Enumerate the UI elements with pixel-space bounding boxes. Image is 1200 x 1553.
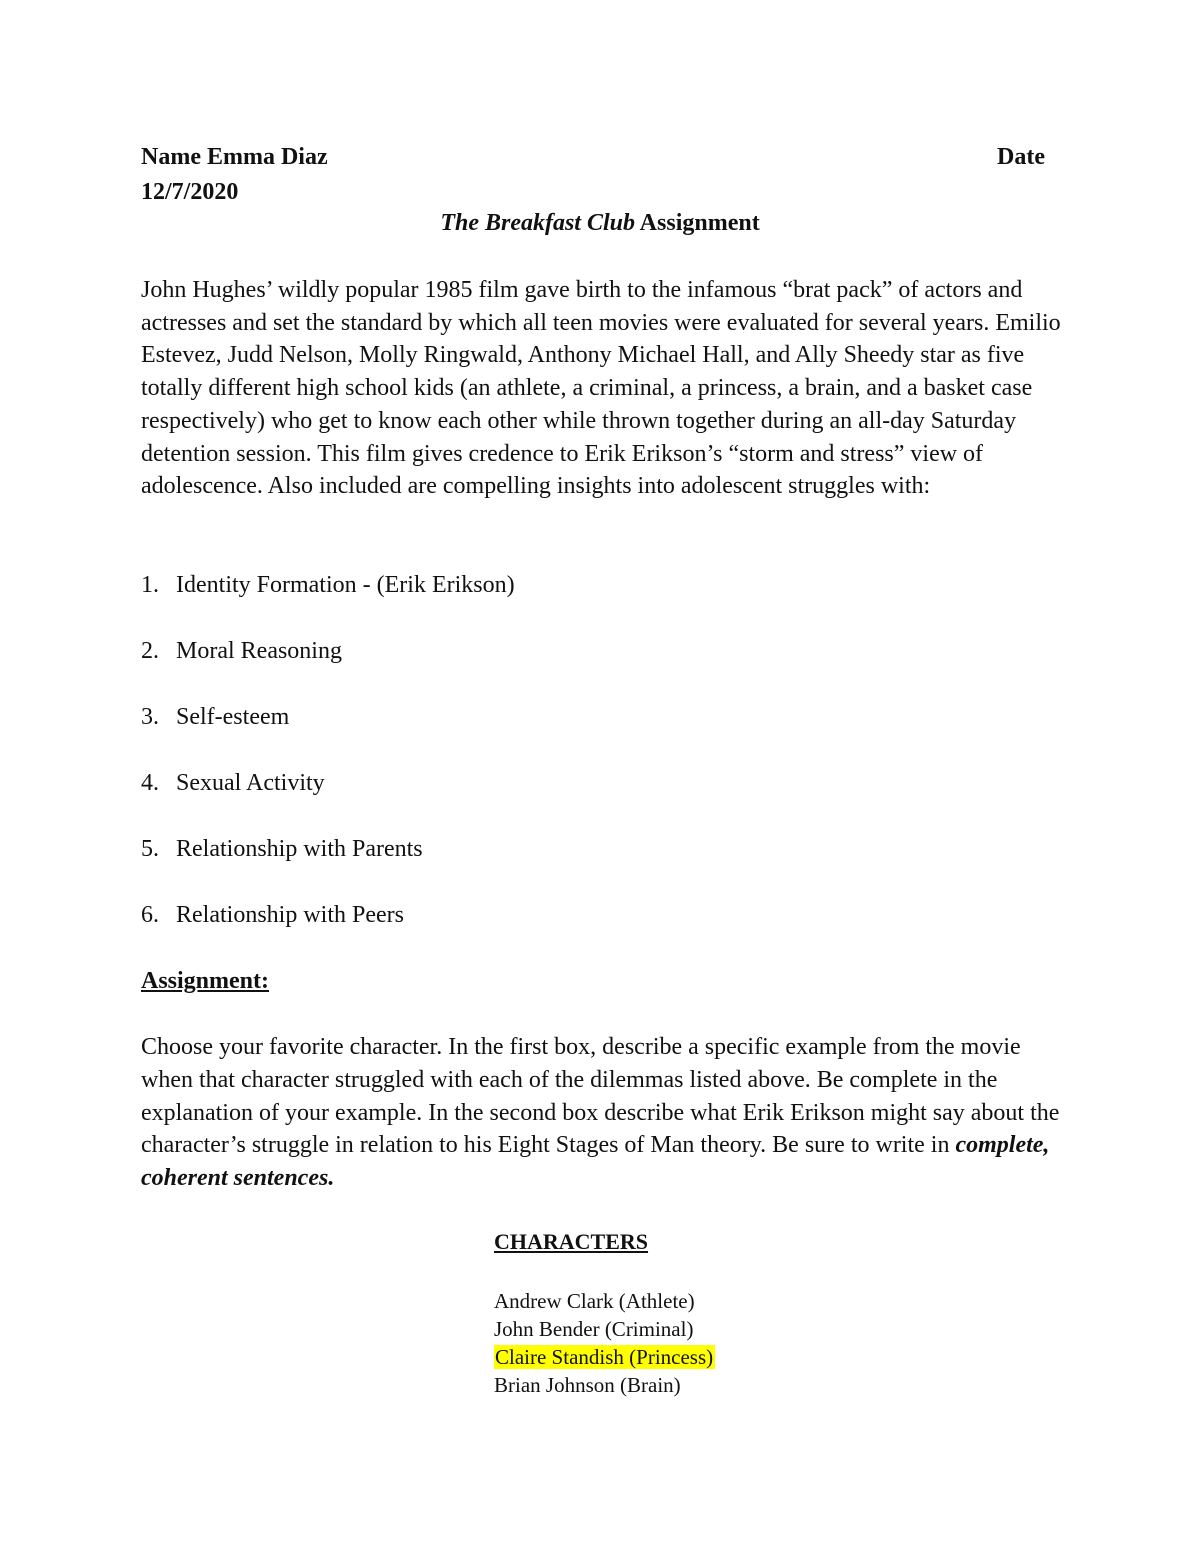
instructions-paragraph — [141, 1031, 1066, 1195]
character-item — [494, 1315, 715, 1343]
characters-list — [494, 1287, 715, 1399]
list-text: Moral Reasoning — [176, 638, 342, 664]
instructions-main: Choose your favorite character. In the first box, describe a specific example from the movie when that character struggled with each of the dilemmas listed above. Be complete in the explanation of your example. In the second box describe what Erik Erikson might say about the character’s struggle in relation to his Eight Stages of Man theory. Be sure to write in — [141, 1034, 1060, 1159]
character-label-highlighted: Claire Standish (Princess) — [495, 1345, 714, 1369]
list-item — [141, 569, 1041, 635]
struggles-list — [141, 569, 1041, 965]
assignment-title — [0, 206, 1200, 240]
list-text: Relationship with Parents — [176, 836, 423, 862]
list-number: 4. — [141, 770, 159, 796]
list-text: Self-esteem — [176, 704, 290, 730]
list-number: 2. — [141, 638, 159, 664]
assignment-heading: Assignment: — [141, 968, 270, 994]
title-suffix: Assignment — [635, 210, 760, 236]
list-item — [141, 899, 1041, 965]
date-label: Date — [997, 144, 1045, 170]
character-label: Andrew Clark (Athlete) — [494, 1289, 695, 1313]
character-item — [494, 1287, 715, 1315]
list-item — [141, 635, 1041, 701]
character-item — [494, 1371, 715, 1399]
list-number: 5. — [141, 836, 159, 862]
character-item-selected — [494, 1343, 715, 1371]
intro-paragraph: John Hughes’ wildly popular 1985 film gave birth to the infamous “brat pack” of actors and actresses and set the standard by which all teen movies were evaluated for several years. Emilio Estevez, Judd Nelson, Molly Ringwald, Anthony Michael Hall, and Ally Sheedy star as five totally different high school kids (an athlete, a criminal, a princess, a brain, and a basket case respectively) who get to know each other while thrown together during an all-day Saturday detention session. This film gives credence to Erik Erikson’s “storm and stress” view of adolescence. Also included are compelling insights into adolescent struggles with: — [141, 277, 1061, 500]
list-number: 3. — [141, 704, 159, 730]
character-label: Brian Johnson (Brain) — [494, 1373, 681, 1397]
list-item — [141, 833, 1041, 899]
date-value: 12/7/2020 — [141, 179, 239, 205]
list-number: 1. — [141, 572, 159, 598]
instructions-emphasis: complete, coherent sentences — [141, 1132, 1050, 1192]
instructions-section — [141, 1031, 1066, 1195]
list-number: 6. — [141, 902, 159, 928]
instructions-end: . — [328, 1165, 335, 1192]
character-label: John Bender (Criminal) — [494, 1317, 694, 1341]
student-name: Name Emma Diaz — [141, 144, 328, 170]
list-text: Relationship with Peers — [176, 902, 404, 928]
list-text: Sexual Activity — [176, 770, 325, 796]
list-item — [141, 701, 1041, 767]
list-item — [141, 767, 1041, 833]
film-title: The Breakfast Club — [440, 210, 635, 236]
characters-heading: CHARACTERS — [494, 1229, 649, 1254]
intro-section — [141, 274, 1066, 503]
list-text: Identity Formation - (Erik Erikson) — [176, 572, 515, 598]
